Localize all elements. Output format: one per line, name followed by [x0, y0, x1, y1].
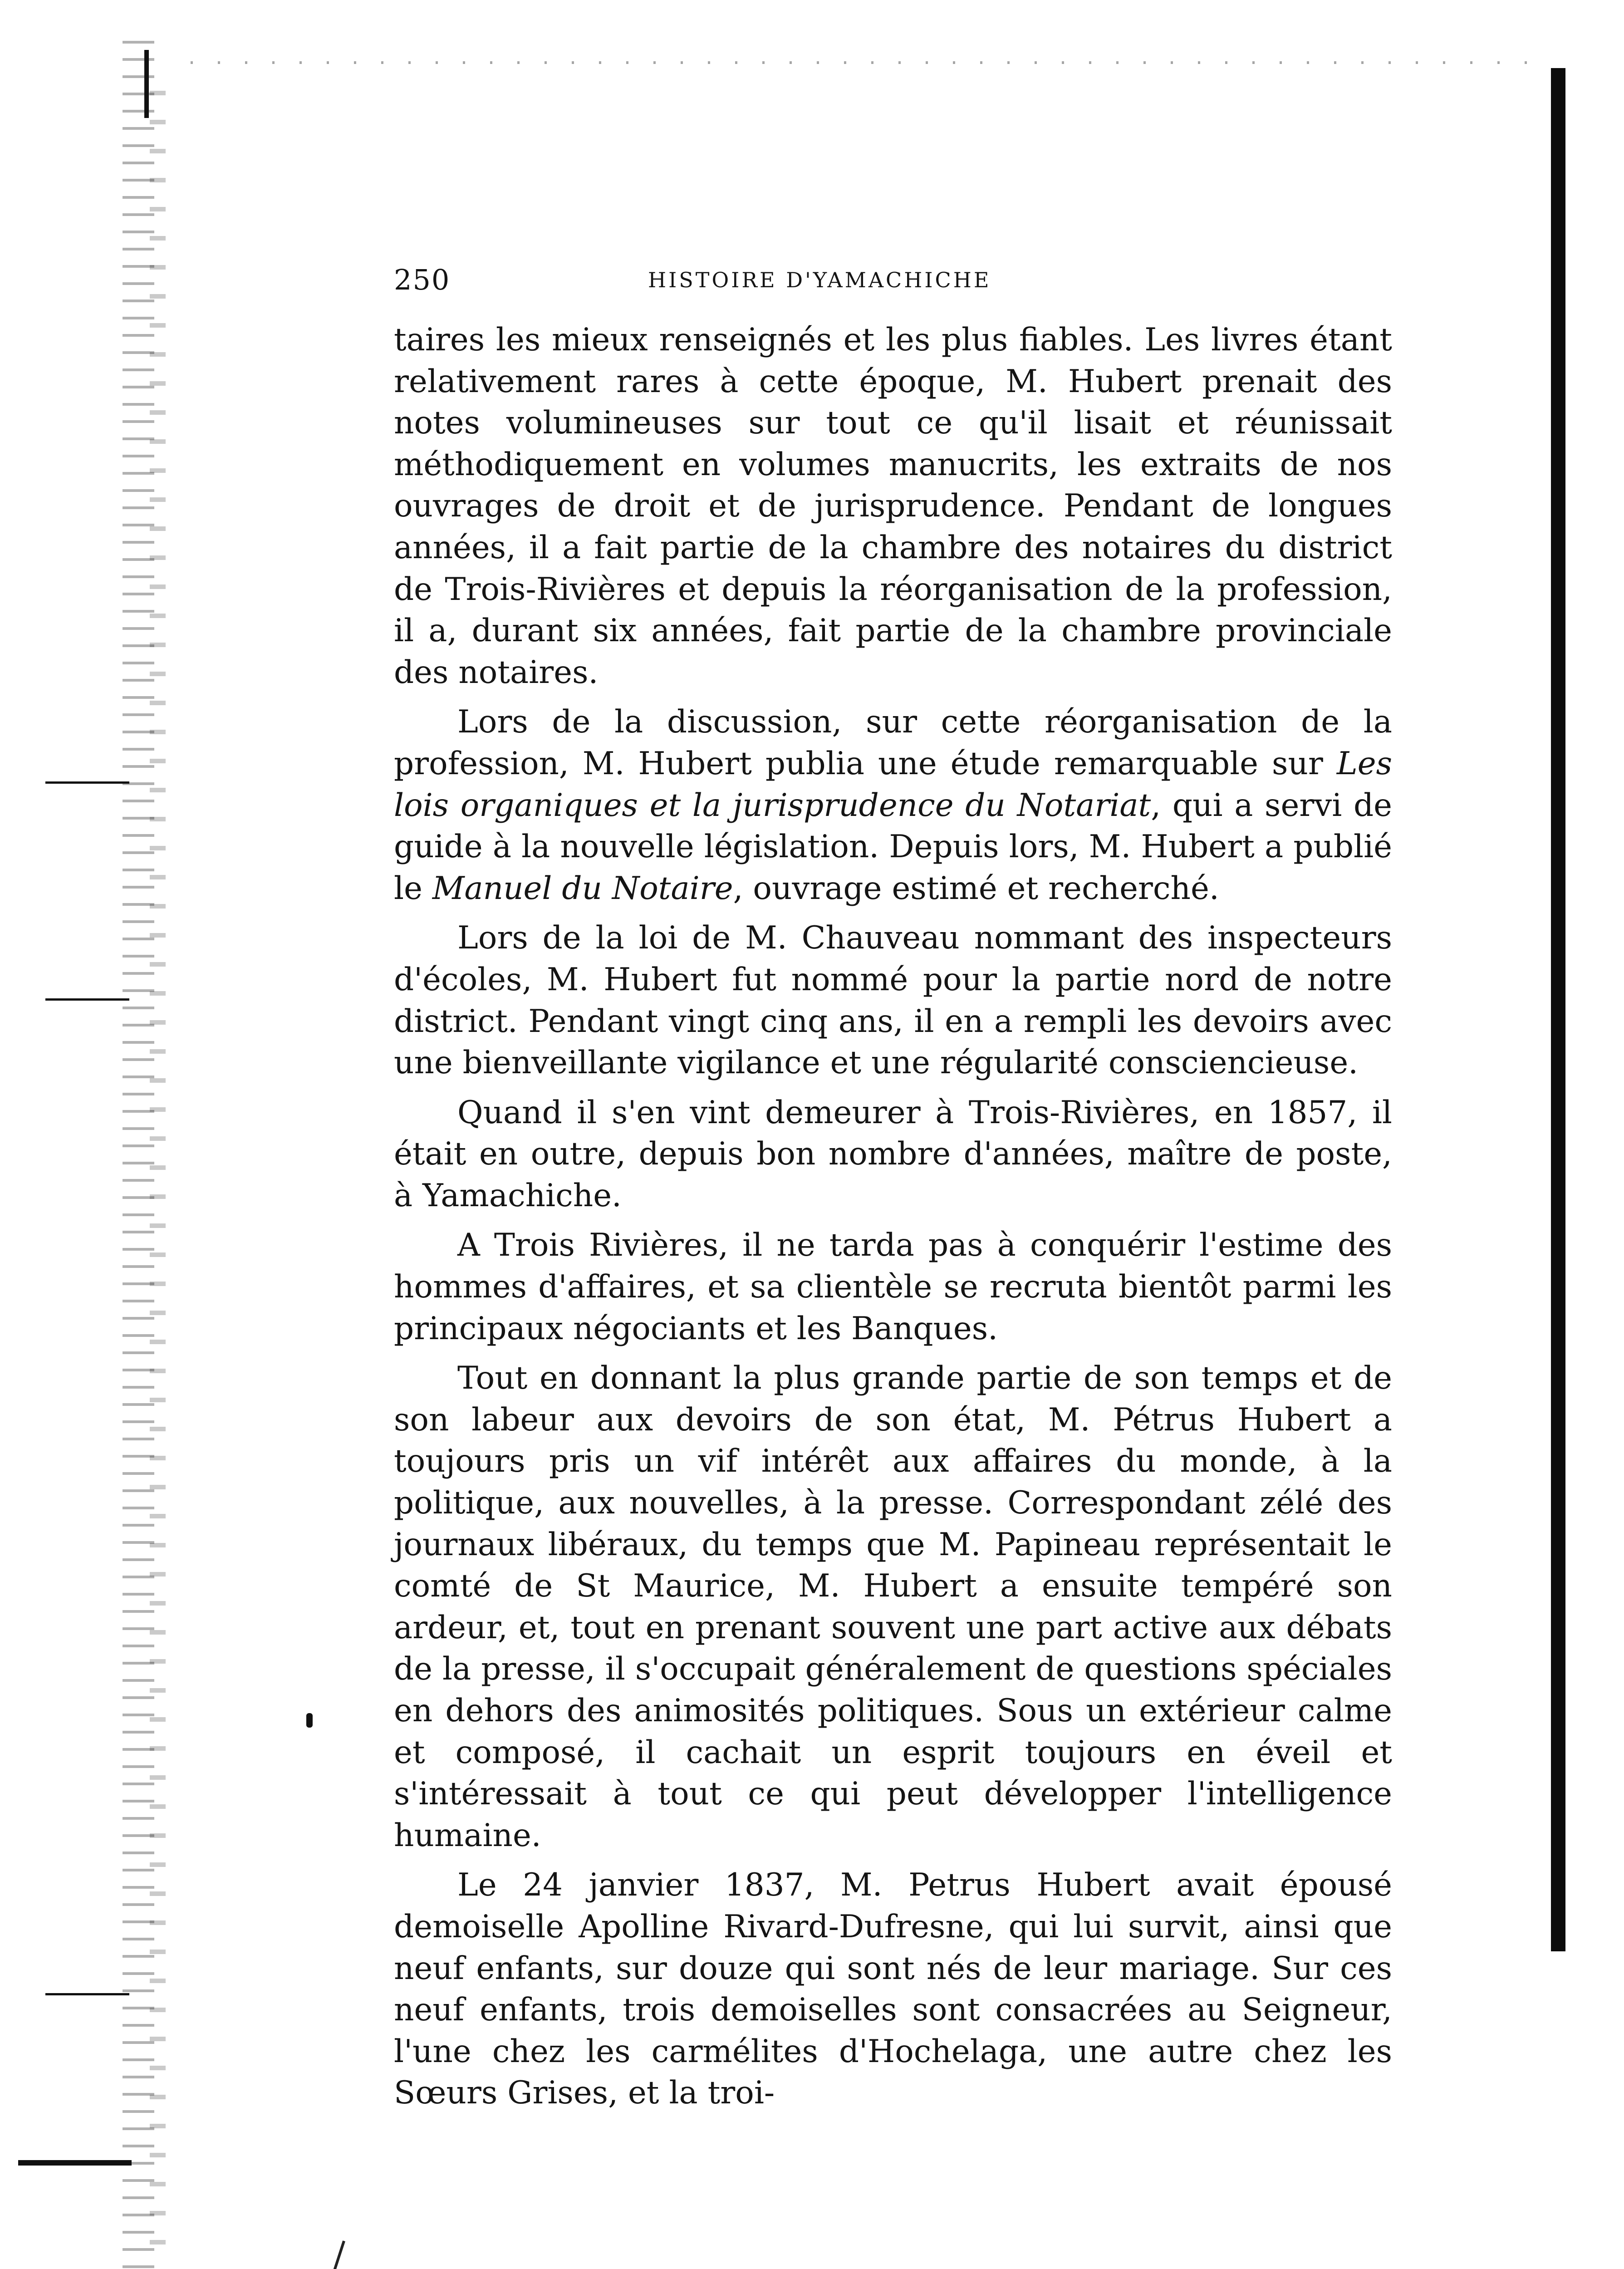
paragraph-6-text: Tout en donnant la plus grande partie de son temps et de son labeur aux devoirs de son état, M. Pétrus Hubert a toujours pris un vif intérêt aux affaires du monde, à la politique, aux nouvelles, à la presse. Correspondant zélé des journaux libéraux, du temps que M. Papineau représentait le comté de St Maurice, M. Hubert a ensuite tempéré son ardeur, et, tout en prenant souvent une part active aux débats de la presse, il s'occupait généralement de questions spéciales en dehors des animosités politiques. Sous un extérieur calme et composé, il cachait un esprit toujours en éveil et s'intéressait à tout ce qui peut développer l'intelligence humaine.	[394, 1360, 1392, 1854]
book-title-manuel-du-notaire: Manuel du Notaire	[432, 870, 733, 907]
body-text	[394, 319, 1392, 2114]
scan-noise-top	[191, 61, 1529, 64]
paragraph-2-text-b: , qui a servi de guide à la nouvelle législation. Depuis lors, M. Hubert a publié le	[394, 787, 1392, 907]
paragraph-5	[394, 1225, 1392, 1350]
paragraph-7	[394, 1865, 1392, 2114]
margin-tick-top	[144, 50, 149, 118]
paragraph-1	[394, 319, 1392, 693]
paragraph-3	[394, 918, 1392, 1084]
paragraph-4-text: Quand il s'en vint demeurer à Trois-Rivières, en 1857, il était en outre, depuis bon nombre d'années, maître de poste, à Yamachiche.	[394, 1094, 1392, 1214]
paragraph-4	[394, 1092, 1392, 1217]
stray-ink-mark	[306, 1713, 313, 1728]
right-page-edge-rule	[1551, 68, 1565, 1951]
page-number: 250	[394, 263, 451, 296]
paragraph-2-text-a: Lors de la discussion, sur cette réorganisation de la profession, M. Hubert publia une étude remarquable sur	[394, 704, 1392, 782]
paragraph-3-text: Lors de la loi de M. Chauveau nommant des inspecteurs d'écoles, M. Hubert fut nommé pour la partie nord de notre district. Pendant vingt cinq ans, il en a rempli les devoirs avec une bienveillante vigilance et une régularité consciencieuse.	[394, 920, 1392, 1081]
running-title: HISTOIRE D'YAMACHICHE	[648, 268, 991, 292]
book-title-lois-organiques: Les lois organiques et la jurisprudence du Notariat	[394, 745, 1392, 824]
paragraph-2-text-c: , ouvrage estimé et recherché.	[733, 870, 1219, 907]
paragraph-6	[394, 1358, 1392, 1856]
paragraph-7-text: Le 24 janvier 1837, M. Petrus Hubert avait épousé demoiselle Apolline Rivard-Dufresne, qui lui survit, ainsi que neuf enfants, sur douze qui sont nés de leur mariage. Sur ces neuf enfants, trois demoiselles sont consacrées au Seigneur, l'une chez les carmélites d'Hochelaga, une autre chez les Sœurs Grises, et la troi-	[394, 1867, 1392, 2112]
margin-mark-4	[18, 2160, 132, 2166]
stray-pen-stroke	[324, 2240, 345, 2269]
margin-mark-3	[45, 1993, 129, 1995]
scan-spine-noise-secondary	[150, 91, 166, 2269]
book-page	[394, 263, 1392, 2122]
paragraph-5-text: A Trois Rivières, il ne tarda pas à conquérir l'estime des hommes d'affaires, et sa clientèle se recruta bientôt parmi les principaux négociants et les Banques.	[394, 1227, 1392, 1347]
paragraph-1-text: taires les mieux renseignés et les plus fiables. Les livres étant relativement rares à cette époque, M. Hubert prenait des notes volumineuses sur tout ce qu'il lisait et réunissait méthodiquement en volumes manucrits, les extraits de nos ouvrages de droit et de jurisprudence. Pendant de longues années, il a fait partie de la chambre des notaires du district de Trois-Rivières et depuis la réorganisation de la profession, il a, durant six années, fait partie de la chambre provinciale des notaires.	[394, 322, 1392, 691]
margin-mark-2	[45, 998, 129, 1001]
margin-mark-1	[45, 781, 129, 784]
paragraph-2	[394, 702, 1392, 909]
running-head	[394, 263, 1392, 304]
